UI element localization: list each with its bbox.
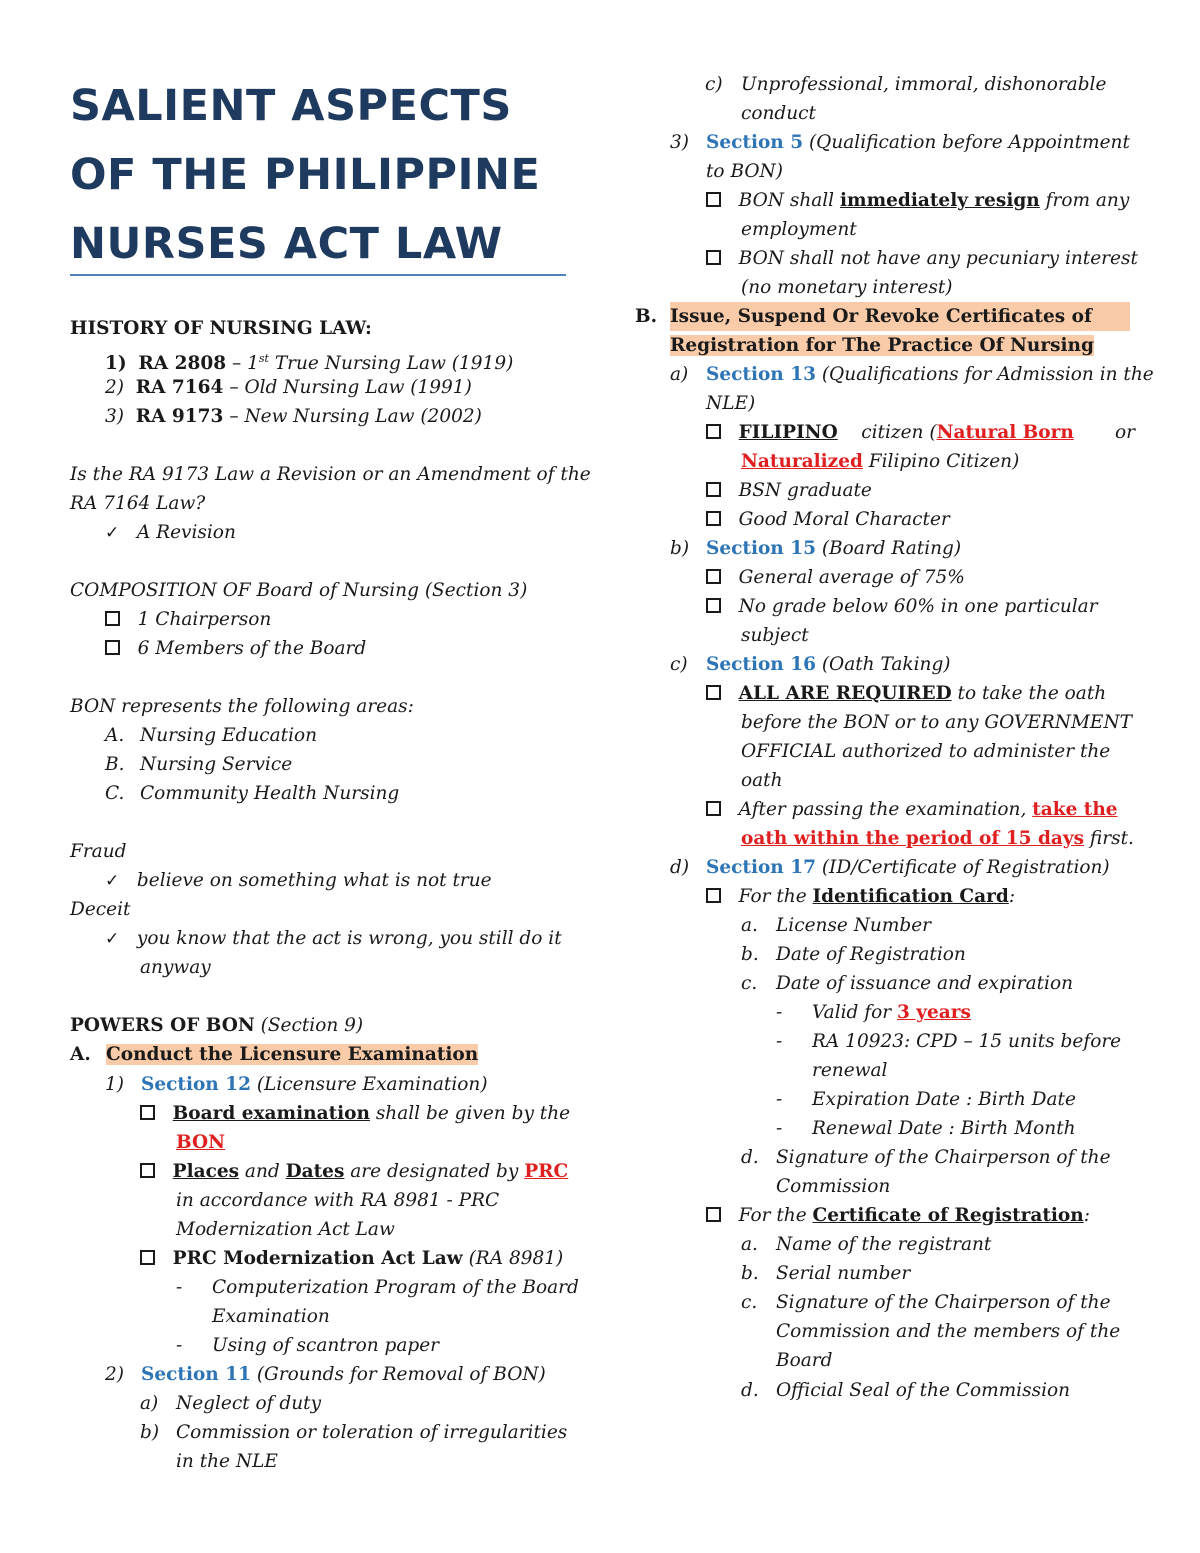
s12-prc-sub: - Using of scantron paper: [176, 1335, 440, 1356]
s16-item-cont: oath within the period of 15 days first.: [741, 828, 1134, 849]
history-item: 1) RA 2808 – 1st True Nursing Law (1919): [105, 352, 514, 375]
checkbox-icon: [706, 888, 721, 903]
s16-item-cont: before the BON or to any GOVERNMENT: [741, 712, 1132, 733]
deceit-definition-cont: anyway: [140, 957, 211, 978]
areas-heading: BON represents the following areas:: [70, 696, 414, 717]
section-5-cont: to BON): [706, 161, 783, 182]
s11-item: b) Commission or toleration of irregularities: [140, 1422, 568, 1443]
s17-cert-sub: c. Signature of the Chairperson of the: [741, 1292, 1111, 1313]
s15-item-cont: subject: [741, 625, 809, 646]
s16-item-cont: oath: [741, 770, 783, 791]
history-item: 2) RA 7164 – Old Nursing Law (1991): [105, 377, 472, 398]
section-5: 3) Section 5 (Qualification before Appointment: [670, 132, 1130, 153]
checkbox-icon: [706, 685, 721, 700]
s17-cert-sub: d. Official Seal of the Commission: [741, 1380, 1071, 1401]
section-12: 1) Section 12 (Licensure Examination): [105, 1074, 488, 1095]
checkbox-icon: [706, 192, 721, 207]
checkbox-icon: [706, 511, 721, 526]
s17-cert-item: For the Certificate of Registration:: [706, 1201, 1090, 1230]
document-title: SALIENT ASPECTS OF THE PHILIPPINE NURSES ACT LAW: [70, 81, 541, 269]
s15-item: No grade below 60% in one particular: [706, 592, 1098, 621]
s5-item-cont: employment: [741, 219, 857, 240]
checkbox-icon: [140, 1105, 155, 1120]
powers-a-heading: A. Conduct the Licensure Examination: [70, 1044, 479, 1065]
question-answer: ✓ A Revision: [105, 522, 236, 543]
question-text: RA 7164 Law?: [70, 493, 206, 514]
checkbox-icon: [140, 1250, 155, 1265]
areas-item: B. Nursing Service: [105, 754, 293, 775]
checkbox-icon: [706, 1207, 721, 1222]
checkmark-icon: ✓: [105, 929, 120, 949]
section-11: 2) Section 11 (Grounds for Removal of BON): [105, 1364, 546, 1385]
areas-item: C. Community Health Nursing: [105, 783, 400, 804]
s13-filipino-item: FILIPINO citizen (Natural Born or: [706, 418, 1130, 447]
s5-item: BON shall immediately resign from any: [706, 186, 1129, 215]
section-16: c) Section 16 (Oath Taking): [670, 654, 951, 675]
s12-prc-item: PRC Modernization Act Law (RA 8981): [140, 1244, 563, 1273]
s5-item: BON shall not have any pecuniary interest: [706, 244, 1138, 273]
checkmark-icon: ✓: [105, 871, 120, 891]
deceit-definition: ✓ you know that the act is wrong, you still do it: [105, 928, 562, 949]
areas-item: A. Nursing Education: [105, 725, 318, 746]
composition-item: 6 Members of the Board: [105, 634, 366, 663]
powers-b-heading-cont: Registration for The Practice Of Nursing: [670, 335, 1094, 356]
s17-cert-sub-cont: Commission and the members of the: [776, 1321, 1121, 1342]
section-13: a) Section 13 (Qualifications for Admission in the: [670, 364, 1154, 385]
s17-id-dash: - Renewal Date : Birth Month: [776, 1118, 1076, 1139]
deceit-term: Deceit: [70, 899, 131, 920]
s17-cert-sub-cont: Board: [776, 1350, 833, 1371]
s12-board-red: BON: [176, 1132, 226, 1153]
checkbox-icon: [706, 598, 721, 613]
section-17: d) Section 17 (ID/Certificate of Registration): [670, 857, 1110, 878]
checkbox-icon: [105, 640, 120, 655]
fraud-definition: ✓ believe on something what is not true: [105, 870, 492, 891]
s16-item: ALL ARE REQUIRED to take the oath: [706, 679, 1106, 708]
question-text: Is the RA 9173 Law a Revision or an Amendment of the: [70, 464, 591, 485]
s17-id-sub-cont: Commission: [776, 1176, 891, 1197]
s17-id-sub: d. Signature of the Chairperson of the: [741, 1147, 1111, 1168]
s11-item: c) Unprofessional, immoral, dishonorable: [705, 74, 1107, 95]
history-heading: HISTORY OF NURSING LAW:: [70, 318, 372, 339]
powers-heading: POWERS OF BON (Section 9): [70, 1015, 364, 1036]
powers-b-heading: B. Issue, Suspend Or Revoke Certificates of: [635, 302, 1130, 331]
s17-id-dash: - RA 10923: CPD – 15 units before: [776, 1031, 1122, 1052]
composition-item: 1 Chairperson: [105, 605, 271, 634]
s17-id-sub: c. Date of issuance and expiration: [741, 973, 1074, 994]
s5-item-cont: (no monetary interest): [741, 277, 953, 298]
s17-id-item: For the Identification Card:: [706, 882, 1015, 911]
s17-id-sub: b. Date of Registration: [741, 944, 966, 965]
fraud-term: Fraud: [70, 841, 127, 862]
s15-item: General average of 75%: [706, 563, 965, 592]
s12-board-item: Board examination shall be given by the: [140, 1099, 570, 1128]
composition-heading: COMPOSITION OF Board of Nursing (Section 3): [70, 580, 528, 601]
checkbox-icon: [706, 482, 721, 497]
s16-item: After passing the examination, take the: [706, 795, 1118, 824]
checkbox-icon: [140, 1163, 155, 1178]
s16-item-cont: OFFICIAL authorized to administer the: [741, 741, 1111, 762]
s17-cert-sub: a. Name of the registrant: [741, 1234, 992, 1255]
s12-places-item: Places and Dates are designated by PRC: [140, 1157, 568, 1186]
checkbox-icon: [706, 569, 721, 584]
s13-item: BSN graduate: [706, 476, 872, 505]
section-13-cont: NLE): [706, 393, 756, 414]
s17-id-dash: - Expiration Date : Birth Date: [776, 1089, 1076, 1110]
s11-item-cont: in the NLE: [176, 1451, 278, 1472]
checkmark-icon: ✓: [105, 523, 120, 543]
history-item: 3) RA 9173 – New Nursing Law (2002): [105, 406, 482, 427]
s11-item: a) Neglect of duty: [140, 1393, 322, 1414]
checkbox-icon: [105, 611, 120, 626]
s17-id-sub: a. License Number: [741, 915, 932, 936]
s13-filipino-cont: Naturalized Filipino Citizen): [741, 451, 1020, 472]
checkbox-icon: [706, 424, 721, 439]
s12-prc-sub-cont: Examination: [212, 1306, 330, 1327]
s11-item-cont: conduct: [741, 103, 816, 124]
s17-id-dash-cont: renewal: [812, 1060, 888, 1081]
s12-prc-sub: - Computerization Program of the Board: [176, 1277, 579, 1298]
s12-places-cont: Modernization Act Law: [176, 1219, 395, 1240]
s17-cert-sub: b. Serial number: [741, 1263, 911, 1284]
s12-places-cont: in accordance with RA 8981 - PRC: [176, 1190, 500, 1211]
checkbox-icon: [706, 250, 721, 265]
checkbox-icon: [706, 801, 721, 816]
s13-item: Good Moral Character: [706, 505, 950, 534]
s17-id-dash: - Valid for 3 years: [776, 1002, 971, 1023]
section-15: b) Section 15 (Board Rating): [670, 538, 962, 559]
title-divider: [70, 274, 566, 276]
